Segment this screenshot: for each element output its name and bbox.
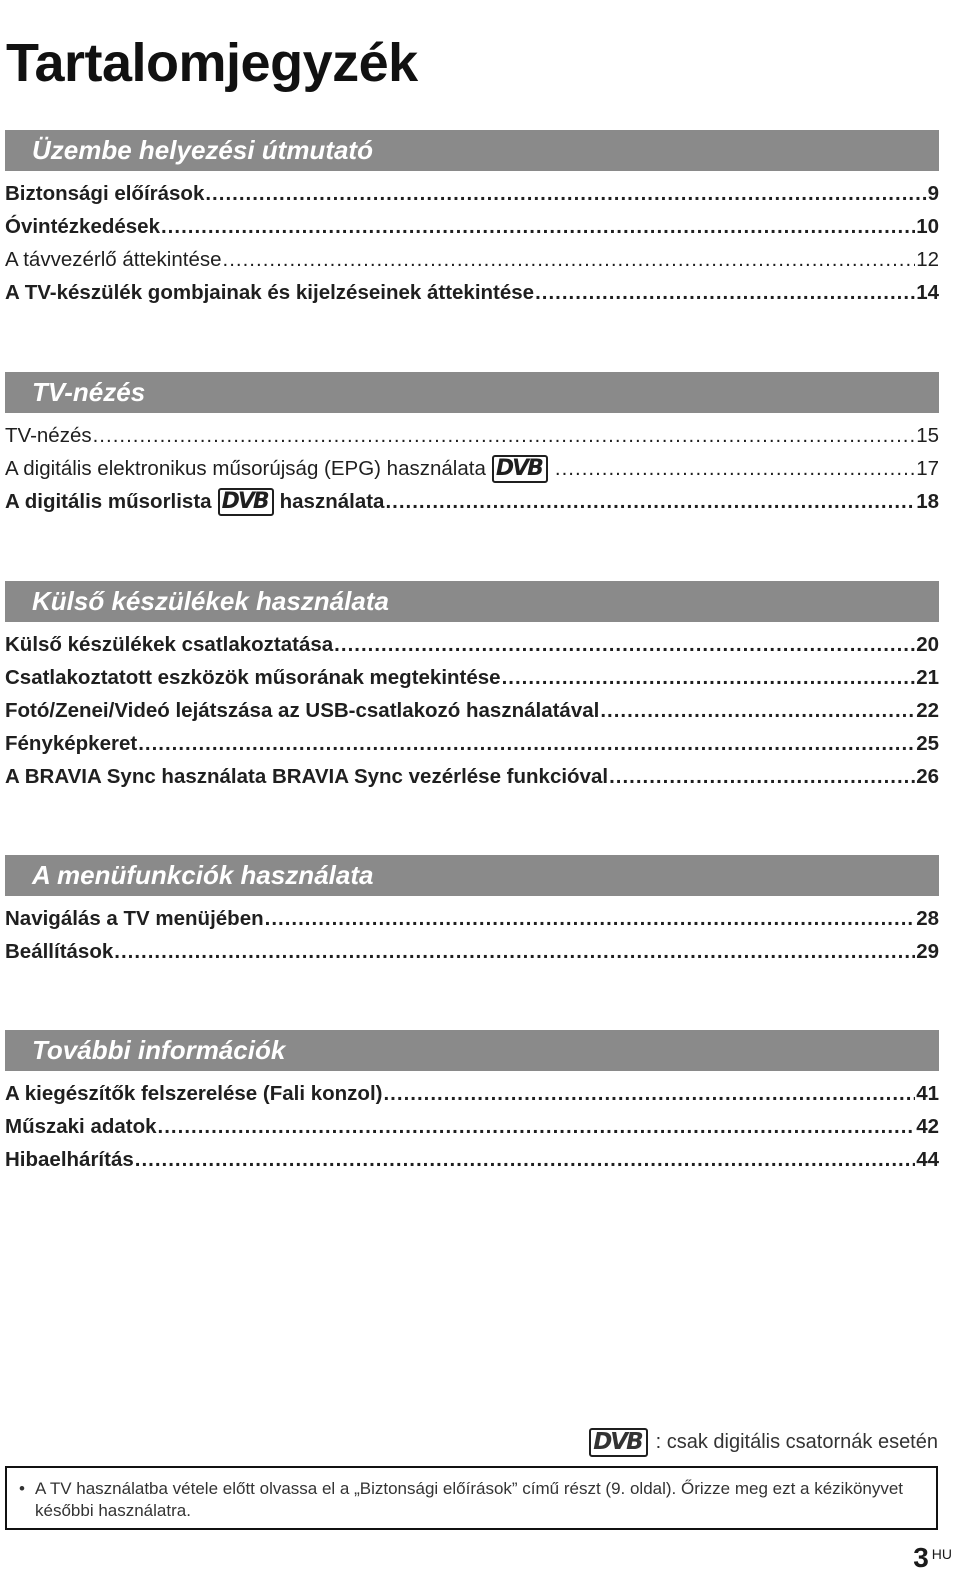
toc-entry-title: A BRAVIA Sync használata BRAVIA Sync vezérlése funkcióval (5, 765, 609, 788)
toc-entry-title: Beállítások (5, 940, 114, 963)
dot-leader (138, 727, 915, 760)
toc-entry[interactable] (5, 1143, 939, 1176)
toc-entry[interactable] (5, 1110, 939, 1143)
toc-section-further-info (5, 1030, 939, 1176)
toc-entry-page: 10 (916, 215, 939, 238)
dvb-logo-icon: DVB (589, 1428, 647, 1457)
toc-entry-page: 12 (916, 248, 939, 271)
toc-entry[interactable] (5, 177, 939, 210)
dot-leader (161, 210, 915, 243)
toc-entry-page: 22 (916, 699, 939, 722)
toc-entry-page: 41 (916, 1082, 939, 1105)
toc-entry-title: A TV-készülék gombjainak és kijelzéseinek áttekintése (5, 281, 535, 304)
toc-entry-page: 26 (916, 765, 939, 788)
notice-box (5, 1466, 938, 1530)
dot-leader (93, 419, 916, 452)
toc-entry-page: 14 (916, 281, 939, 304)
dvb-logo-icon: DVB (218, 488, 274, 516)
dot-leader (502, 661, 916, 694)
toc-entry-title: Óvintézkedések (5, 215, 160, 238)
toc-entry-page: 20 (916, 633, 939, 656)
dvb-logo-icon: DVB (492, 455, 548, 483)
toc-section-external-devices (5, 581, 939, 793)
toc-entry-title: Külső készülékek csatlakoztatása (5, 633, 334, 656)
toc-entry-title: Műszaki adatok (5, 1115, 157, 1138)
legend-text: : csak digitális csatornák esetén (655, 1431, 938, 1453)
toc-entry-page: 18 (916, 490, 939, 513)
toc-entry-title (5, 485, 384, 518)
toc-entry[interactable] (5, 628, 939, 661)
toc-entry[interactable] (5, 419, 939, 452)
language-code: HU (931, 1546, 952, 1562)
toc-entry[interactable] (5, 1077, 939, 1110)
section-heading: További információk (5, 1030, 939, 1071)
bullet-icon: • (19, 1479, 25, 1498)
dot-leader (265, 902, 916, 935)
toc-entry-page: 25 (916, 732, 939, 755)
notice-text: A TV használatba vétele előtt olvassa el a „Biztonsági előírások” című részt (9. oldal). Őrizze meg ezt a kézikönyvet későbbi használatra. (35, 1479, 904, 1520)
toc-entry-title: Fotó/Zenei/Videó lejátszása az USB-csatlakozó használatával (5, 699, 600, 722)
page-number-value: 3 (913, 1542, 929, 1573)
toc-entry-title (5, 452, 554, 485)
toc-entry[interactable] (5, 902, 939, 935)
toc-entry-title-text: használata (279, 490, 385, 513)
toc-entry-page: 28 (916, 907, 939, 930)
toc-entry-title: Csatlakoztatott eszközök műsorának megtekintése (5, 666, 501, 689)
toc-entry-title: A távvezérlő áttekintése (5, 248, 222, 271)
toc-entry-page: 29 (916, 940, 939, 963)
section-heading: A menüfunkciók használata (5, 855, 939, 896)
section-heading: Üzembe helyezési útmutató (5, 130, 939, 171)
toc-section-tv-viewing (5, 372, 939, 518)
dot-leader (223, 243, 916, 276)
toc-entry[interactable] (5, 760, 939, 793)
section-heading: TV-nézés (5, 372, 939, 413)
dot-leader (555, 452, 915, 485)
dot-leader (535, 276, 915, 309)
toc-entry-title-text: A digitális műsorlista (5, 490, 212, 513)
toc-entry[interactable] (5, 243, 939, 276)
toc-entry-title: Biztonsági előírások (5, 182, 205, 205)
toc-entry[interactable] (5, 694, 939, 727)
toc-entry[interactable] (5, 661, 939, 694)
toc-section-menu-functions (5, 855, 939, 968)
toc-entry[interactable] (5, 452, 939, 485)
toc-entry-title: Hibaelhárítás (5, 1148, 134, 1171)
toc-entry-page: 9 (927, 182, 939, 205)
dot-leader (334, 628, 915, 661)
toc-entry-page: 42 (916, 1115, 939, 1138)
dot-leader (609, 760, 915, 793)
dot-leader (600, 694, 915, 727)
toc-section-setup (5, 130, 939, 309)
toc-entry-title: A kiegészítők felszerelése (Fali konzol) (5, 1082, 383, 1105)
page-title: Tartalomjegyzék (6, 33, 418, 94)
toc-entry[interactable] (5, 727, 939, 760)
toc-entry-title: TV-nézés (5, 424, 92, 447)
toc-entry[interactable] (5, 210, 939, 243)
toc-entry[interactable] (5, 485, 939, 518)
toc-entry-page: 44 (916, 1148, 939, 1171)
section-heading: Külső készülékek használata (5, 581, 939, 622)
dot-leader (383, 1077, 915, 1110)
dot-leader (114, 935, 915, 968)
toc-entry-title: Fényképkeret (5, 732, 138, 755)
dot-leader (135, 1143, 915, 1176)
dot-leader (385, 485, 915, 518)
toc-entry-title-text: A digitális elektronikus műsorújság (EPG) használata (5, 457, 486, 480)
toc-entry[interactable] (5, 935, 939, 968)
toc-entry-title: Navigálás a TV menüjében (5, 907, 264, 930)
toc-entry-page: 21 (916, 666, 939, 689)
toc-entry-page: 15 (916, 424, 939, 447)
toc-entry-page: 17 (916, 457, 939, 480)
dvb-legend (589, 1428, 938, 1457)
dot-leader (158, 1110, 916, 1143)
dot-leader (205, 177, 926, 210)
page-number (913, 1542, 952, 1574)
toc-entry[interactable] (5, 276, 939, 309)
